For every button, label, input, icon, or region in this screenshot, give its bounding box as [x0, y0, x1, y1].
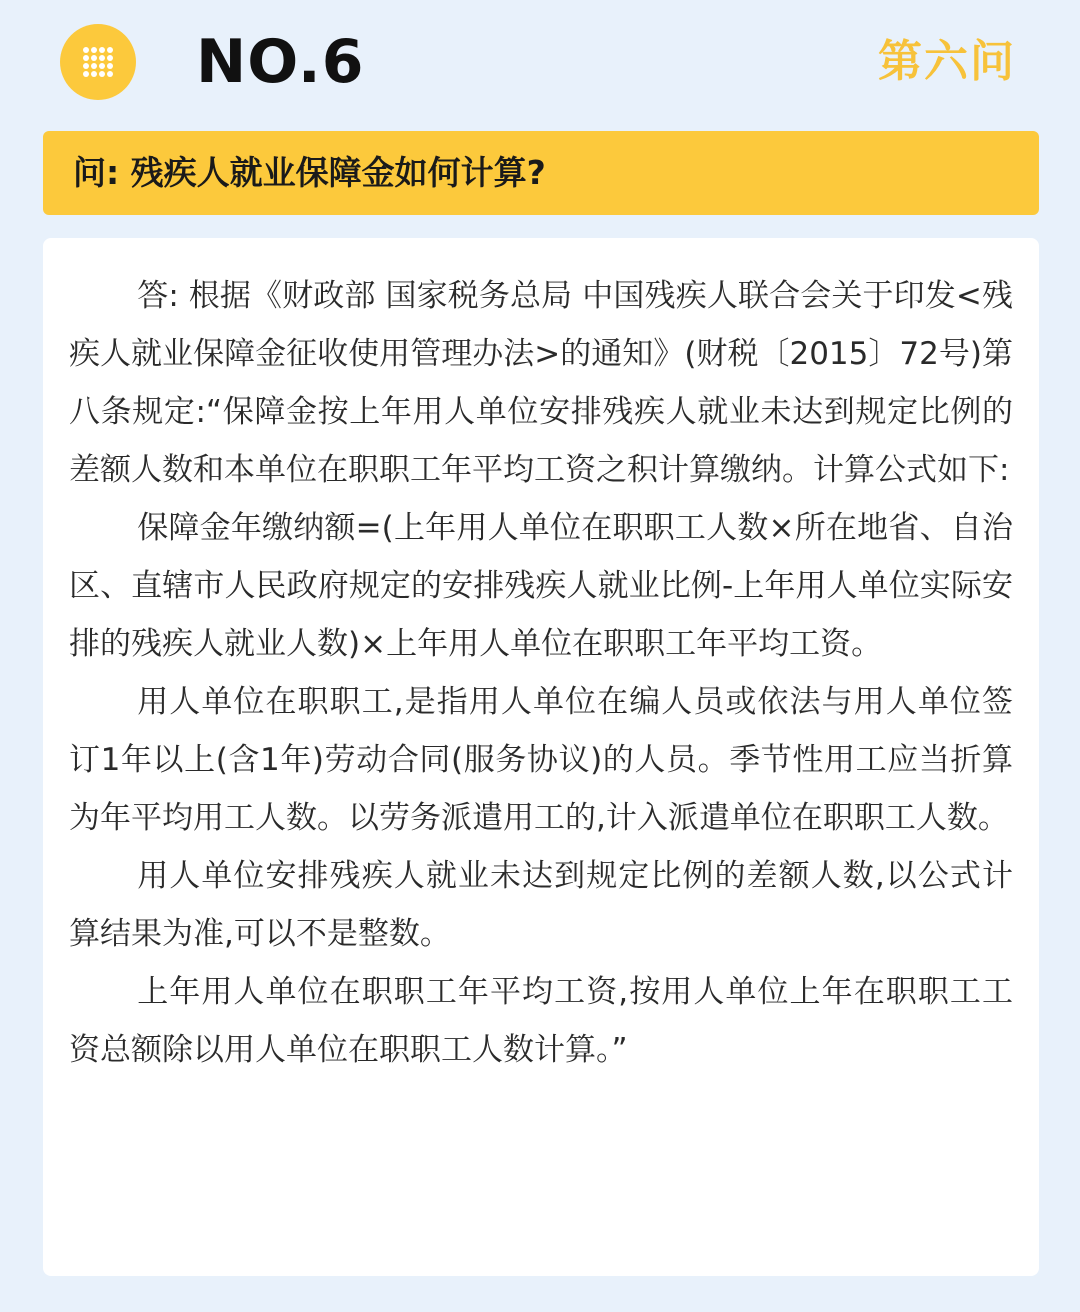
- question-banner: [43, 131, 1039, 215]
- answer-paragraph: 用人单位在职职工,是指用人单位在编人员或依法与用人单位签订1年以上(含1年)劳动合同(服务协议)的人员。季节性用工应当折算为年平均用工人数。以劳务派遣用工的,计入派遣单位在职职工人数。: [69, 684, 1013, 836]
- question-ordinal: 第六问: [878, 36, 1016, 87]
- answer-paragraph: 保障金年缴纳额=(上年用人单位在职职工人数×所在地省、自治区、直辖市人民政府规定的安排残疾人就业比例-上年用人单位实际安排的残疾人就业人数)×上年用人单位在职职工年平均工资。: [69, 510, 1013, 662]
- question-number: NO.6: [196, 27, 365, 97]
- question-title: 问: 残疾人就业保障金如何计算?: [73, 153, 546, 192]
- answer-body: [69, 267, 1013, 1079]
- header-badge: [60, 24, 136, 100]
- dot-grid-icon: [83, 47, 113, 77]
- answer-paragraph: 用人单位安排残疾人就业未达到规定比例的差额人数,以公式计算结果为准,可以不是整数。: [69, 858, 1013, 952]
- answer-paragraph: 答: 根据《财政部 国家税务总局 中国残疾人联合会关于印发<残疾人就业保障金征收使用管理办法>的通知》(财税〔2015〕72号)第八条规定:“保障金按上年用人单位安排残疾人就业未达到规定比例的差额人数和本单位在职职工年平均工资之积计算缴纳。计算公式如下:: [69, 278, 1013, 488]
- answer-paragraph: 上年用人单位在职职工年平均工资,按用人单位上年在职职工工资总额除以用人单位在职职工人数计算。”: [69, 974, 1013, 1068]
- answer-card: [43, 238, 1039, 1276]
